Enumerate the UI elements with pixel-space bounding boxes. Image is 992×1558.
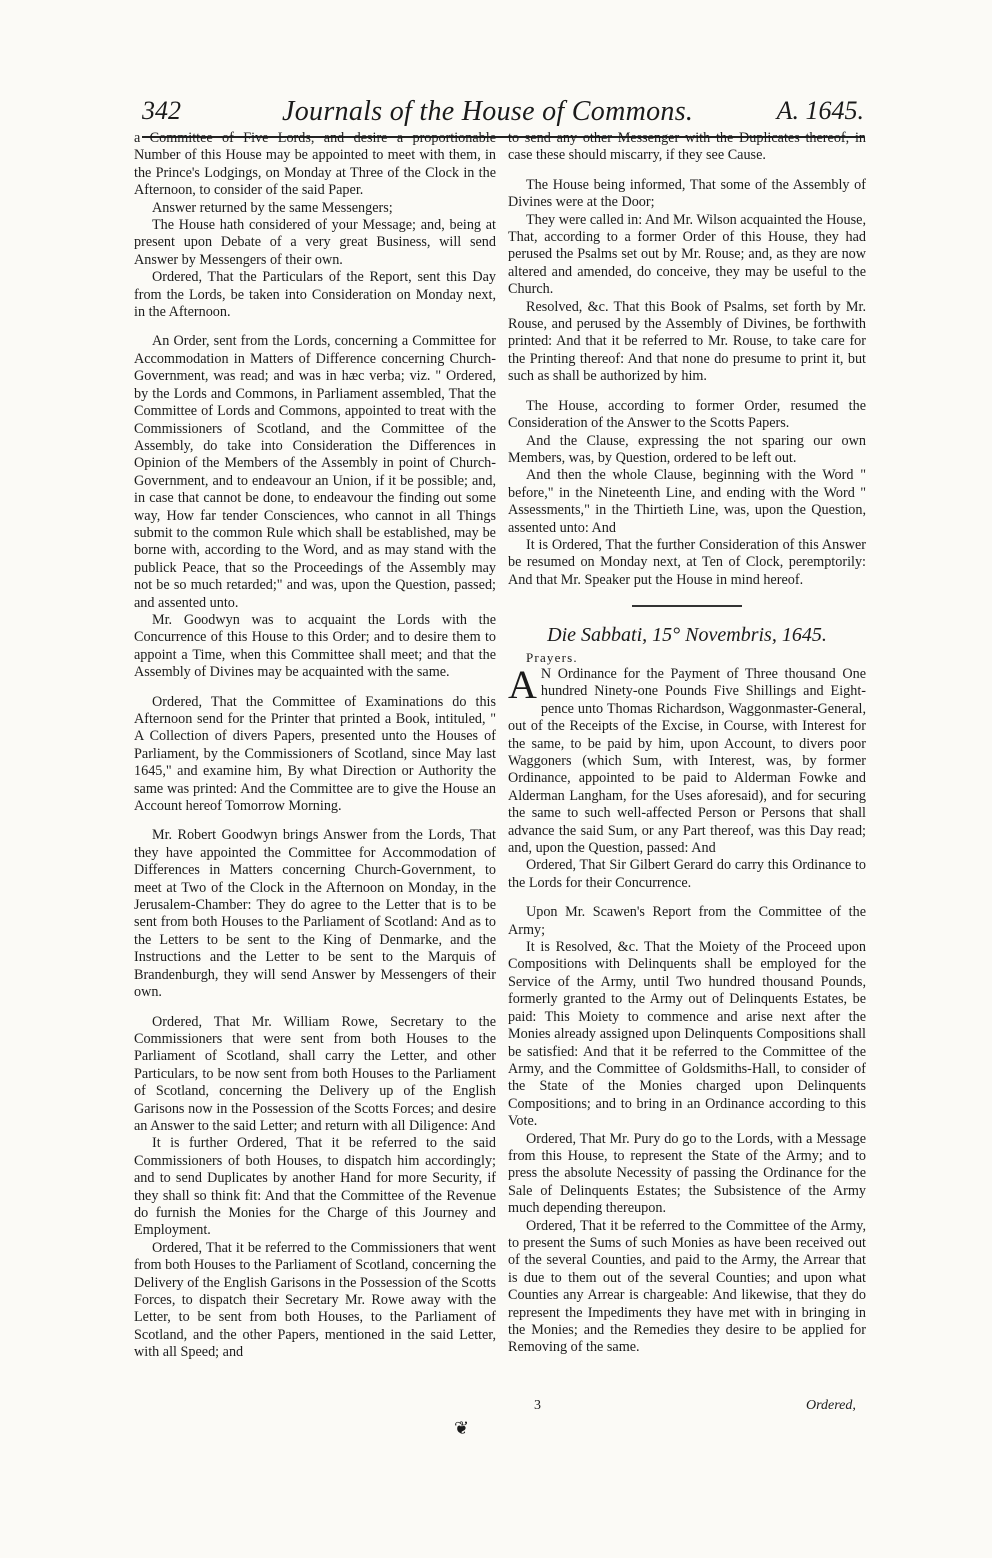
paragraph: And the Clause, expressing the not sparing our own Members, was, by Question, ordered to be left out. [508, 432, 866, 466]
paragraph: Ordered, That Mr. William Rowe, Secretary to the Commissioners that were sent from both Houses to the Parliament of Scotland, shall carry the Letter, and other Particulars, to be now sent from both Houses to the Parliament of Scotland, concerning the Delivery up of the English Garisons now in the Possession of the Scotts Forces; and desire an Answer to the said Letter; and return with all Diligence: And [134, 1013, 496, 1134]
paragraph: It is Ordered, That the further Consideration of this Answer be resumed on Monday next, at Ten of Clock, peremptorily: And that Mr. Speaker put the House in mind hereof. [508, 536, 866, 588]
paragraph: Ordered, That the Particulars of the Report, sent this Day from the Lords, be taken into Consideration on Monday next, in the Afternoon. [134, 269, 496, 321]
day-heading: Die Sabbati, 15° Novembris, 1645. [547, 624, 827, 647]
paragraph: Ordered, That the Committee of Examinations do this Afternoon send for the Printer that printed a Book, intituled, " A Collection of divers Papers, presented unto the Houses of Parliament, by the Commissioners of Scotland, since May last 1645," and examine him, By what Direction or Authority the same was printed: And the Committee are to give the House an Account hereof Tomorrow Morning. [134, 693, 496, 815]
paragraph: Upon Mr. Scawen's Report from the Committee of the Army; [508, 904, 866, 938]
prayers-label: Prayers. [526, 649, 578, 665]
paragraph: The House being informed, That some of the Assembly of Divines were at the Door; [508, 176, 866, 211]
paragraph: An Order, sent from the Lords, concerning a Committee for Accommodation in Matters of Difference concerning Church-Government, was read; and was in hæc verba; viz. " Ordered, by the Lords and Commons, in Parliament assembled, That the Committee of Lords and Commons, appointed to treat with the Commissioners of Scotland, and the Committee of the Assembly, do take into Consideration the Differences in Opinion of the Members of the Assembly in point of Church-Government, and to endeavour an Union, if it be possible; and, in case that cannot be done, to endeavour the finding out some way, How far tender Consciences, who cannot in all Things submit to the common Rule which shall be established, may be borne with, according to the Word, and as may stand with the publick Peace, that so the Proceedings of the Assembly may not be so much retarded;" and was, upon the Question, passed; and assented unto. [134, 333, 496, 611]
paragraph: They were called in: And Mr. Wilson acquainted the House, That, according to a former Order of this House, they had perused the Psalms set out by Mr. Rouse; and, as they are now altered and amended, do conceive, they may be useful to the Church. [508, 211, 866, 298]
paragraph: Ordered, That Mr. Pury do go to the Lords, with a Message from this House, to represent the State of the Army; and to press the absolute Necessity of passing the Ordinance for the Sale of Delinquents Estates; the Subsistence of the Army much depending thereupon. [508, 1130, 866, 1217]
paragraph: Ordered, That it be referred to the Committee of the Army, to present the Sums of such Monies as have been received out of the several Counties, and paid to the Army, the Arrear that is due to them out of the several Counties; and upon what Counties any Arrear is chargeable: And likewise, that they do represent the Impediments they have met with in bringing in the Monies; and the Remedies they desire to be applied for Removing of the same. [508, 1217, 866, 1356]
paragraph: The House hath considered of your Message; and, being at present upon Debate of a very great Business, will send Answer by Messengers of their own. [134, 217, 496, 268]
page-number: 342 [142, 96, 181, 125]
paragraph: Resolved, &c. That this Book of Psalms, set forth by Mr. Rouse, and perused by the Assembly of Divines, be forthwith printed: And that it be referred to Mr. Rouse, to take care for the Printing thereof: And that none do presume to print it, but such as shall be authorized by him. [508, 298, 866, 385]
ornament-icon: ❦ [454, 1418, 470, 1438]
paragraph: It is further Ordered, That it be referred to the said Commissioners of both Houses, to dispatch him accordingly; and to send Duplicates by another Hand for more Security, if they shall so think fit: And that the Committee of the Revenue do furnish the Monies for the Charge of this Journey and Employment. [134, 1135, 496, 1239]
left-column [134, 130, 496, 1362]
paragraph [508, 661, 866, 857]
paragraph-text: N Ordinance for the Payment of Three thousand One hundred Ninety-one Pounds Five Shillings and Eight-pence unto Thomas Richardson, Waggonmaster-General, out of the Receipts of the Excise, in Course, with Interest for the same, to be paid by him, upon Account, to divers poor Waggoners (which Sum, with Interest, was, by former Ordinance, appointed to be paid to Alderman Fowke and Alderman Langham, for the Uses aforesaid), and for securing the same to such well-affected Person or Persons that shall advance the said Sum, or any Part thereof, was this Day read; and, upon the Question, passed: And [508, 665, 866, 857]
year-label: A. 1645. [776, 96, 864, 125]
paragraph: to send any other Messenger with the Duplicates thereof, in case these should miscarry, if they see Cause. [508, 130, 866, 164]
paragraph: It is Resolved, &c. That the Moiety of the Proceed upon Compositions with Delinquents shall be employed for the Service of the Army, until Two hundred thousand Pounds, formerly granted to the Army out of Delinquents Estates, be paid: This Moiety to commence and arise next after the Monies already assigned upon Delinquents Compositions shall be satisfied: And that it be referred to the Committee of the Army, and the Committee of Goldsmiths-Hall, to consider of the State of the Monies charged upon Delinquents Compositions; and to bring in an Ordinance according to this Vote. [508, 939, 866, 1130]
paragraph: Mr. Goodwyn was to acquaint the Lords with the Concurrence of this House to this Order; and to desire them to appoint a Time, when this Committee shall meet; and that the Assembly of Divines may be acquainted with the same. [134, 611, 496, 681]
paragraph: Answer returned by the same Messengers; [152, 199, 393, 216]
paragraph: Mr. Robert Goodwyn brings Answer from the Lords, That they have appointed the Committee for Accommodation of Differences in Matters concerning Church-Government, to meet at Two of the Clock in the Afternoon on Monday, in the Jerusalem-Chamber: They do agree to the Letter that is to be sent from both Houses to the Parliament of Scotland: And as to the Letters to be sent to the King of Denmarke, and the Instructions and the Letter to be sent to the Marquis of Brandenburgh, they will send Answer by Messengers of their own. [134, 827, 496, 1001]
section-divider [632, 605, 742, 607]
journal-title: Journals of the House of Commons. [282, 96, 694, 127]
right-column [508, 130, 866, 1357]
drop-cap: A [508, 661, 537, 707]
catchword: Ordered, [806, 1398, 856, 1413]
paragraph: Ordered, That Sir Gilbert Gerard do carry this Ordinance to the Lords for their Concurrence. [508, 857, 866, 891]
paragraph: And then the whole Clause, beginning with the Word " before," in the Nineteenth Line, and ending with the Word " Assessments," in the Thirtieth Line, was, upon the Question, assented unto: And [508, 467, 866, 536]
signature-mark: 3 [534, 1398, 541, 1413]
paragraph: Ordered, That it be referred to the Commissioners that went from both Houses to the Parliament of Scotland, concerning the Delivery of the English Garisons in the Possession of the Scotts Forces, to dispatch their Secretary Mr. Rowe away with the Letter, to be sent from both Houses, to the Parliament of Scotland, and the other Papers, mentioned in the said Letter, with all Speed; and [134, 1239, 496, 1361]
paragraph: The House, according to former Order, resumed the Consideration of the Answer to the Scotts Papers. [508, 397, 866, 432]
paragraph: a Committee of Five Lords, and desire a proportionable Number of this House may be appointed to meet with them, in the Prince's Lodgings, on Monday at Three of the Clock in the Afternoon, to consider of the said Paper. [134, 130, 496, 199]
